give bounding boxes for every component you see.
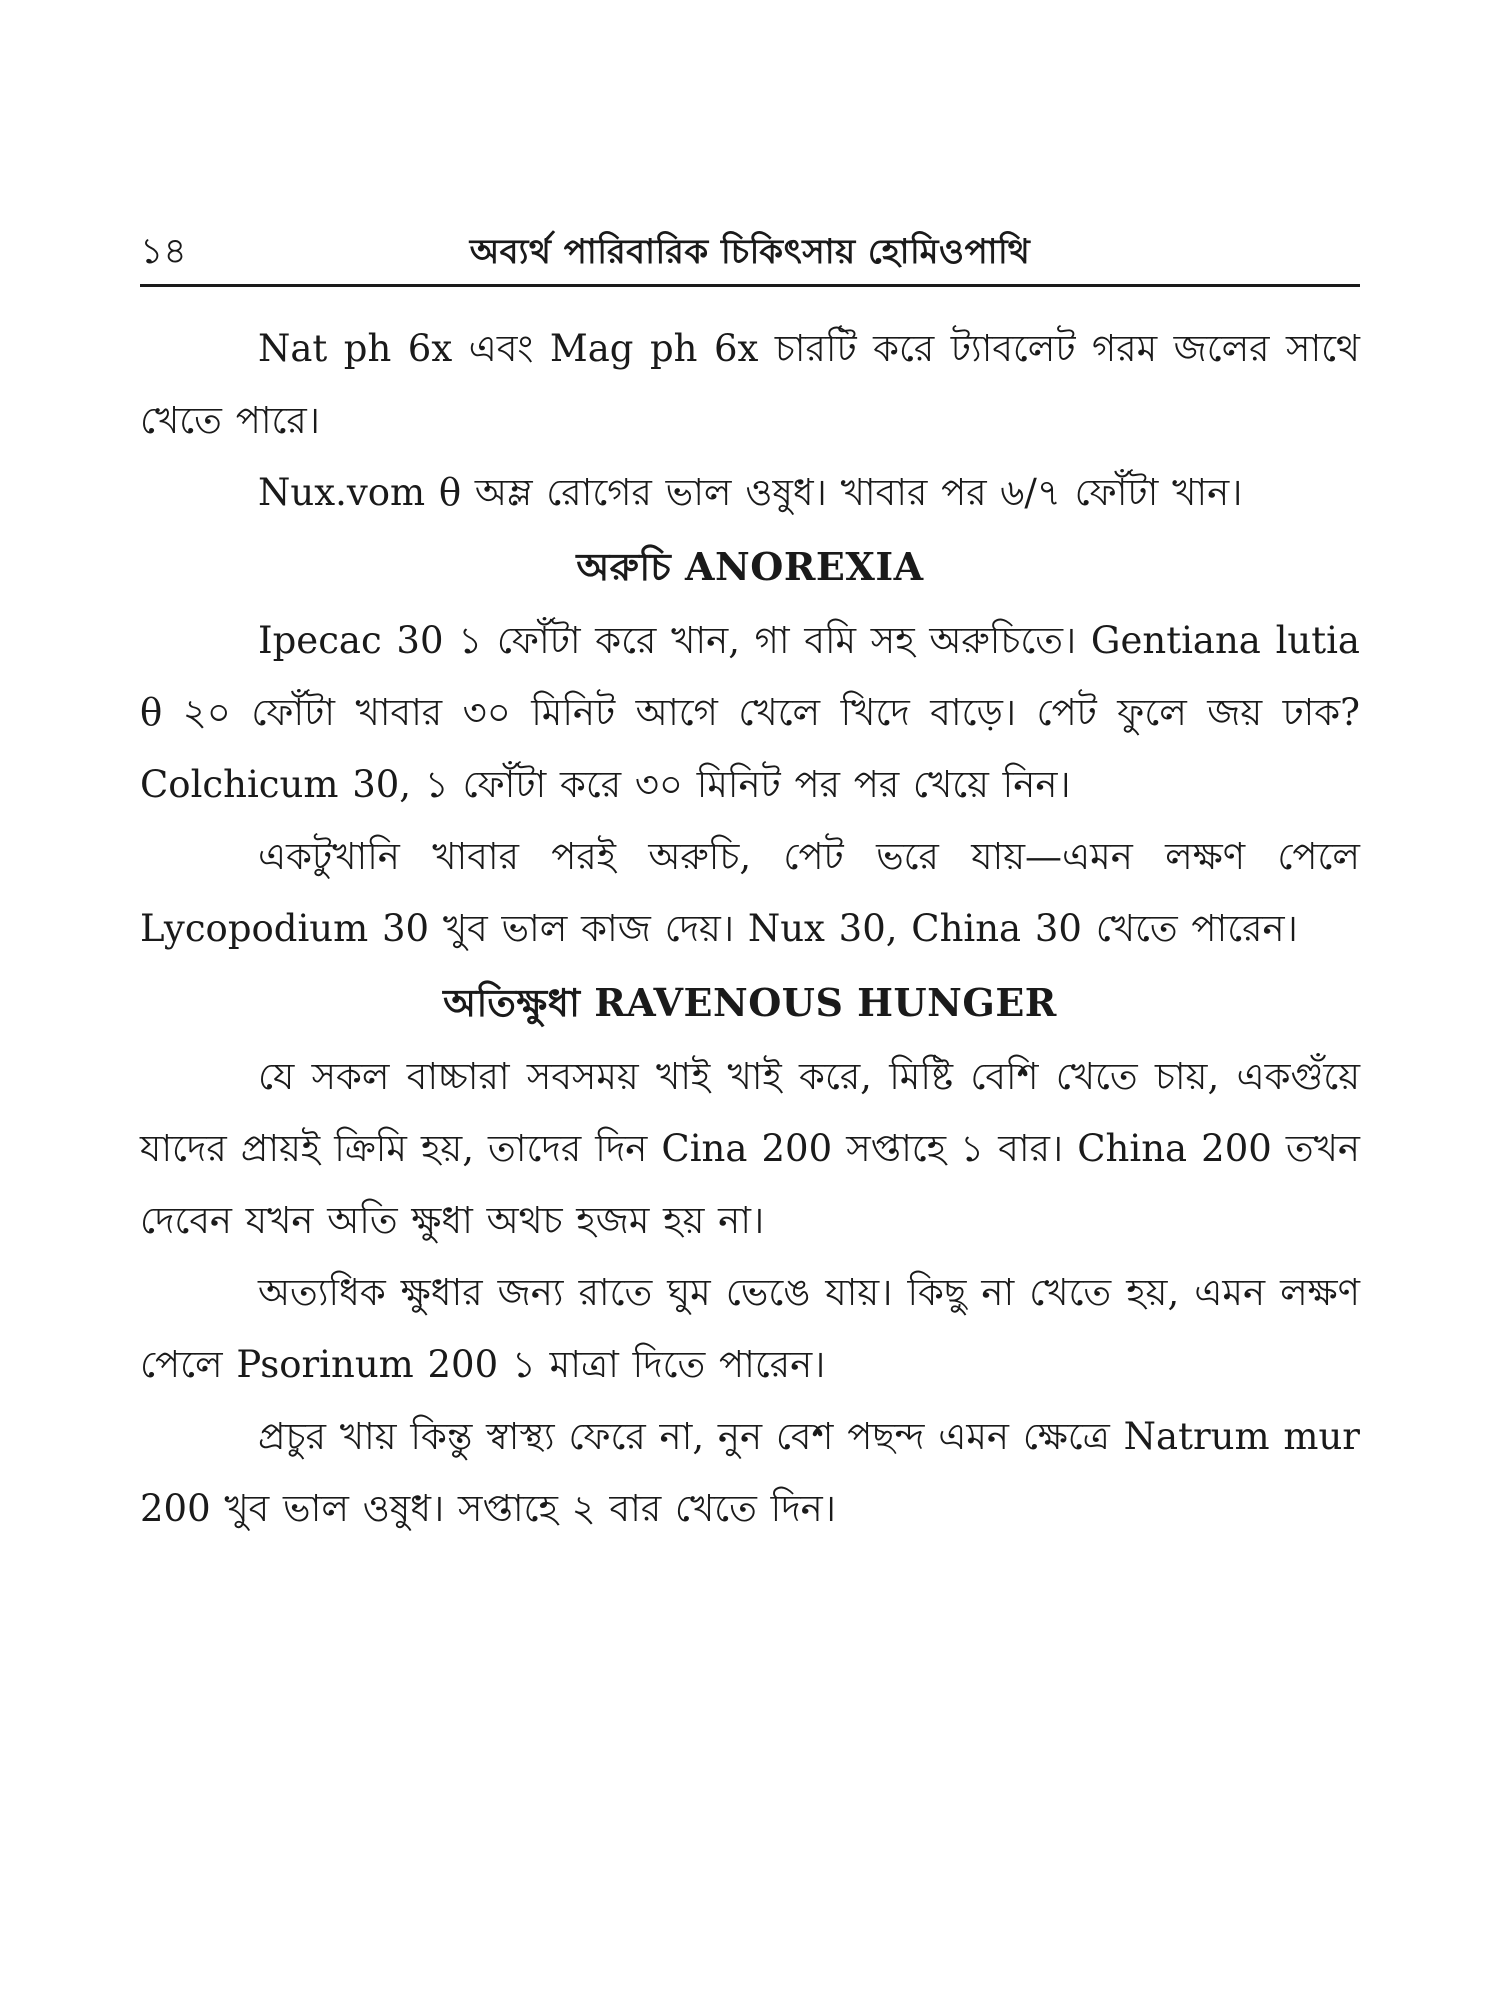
paragraph-lycopodium: একটুখানি খাবার পরই অরুচি, পেট ভরে যায়—এমন লক্ষণ পেলে Lycopodium 30 খুব ভাল কাজ দেয়। Nux 30, China 30 খেতে পারেন।: [140, 835, 1360, 950]
paragraph-psorinum: অত্যধিক ক্ষুধার জন্য রাতে ঘুম ভেঙে যায়। কিছু না খেতে হয়, এমন লক্ষণ পেলে Psorinum 200 ১ মাত্রা দিতে পারেন।: [140, 1271, 1360, 1386]
paragraph-nux-vom: Nux.vom θ অম্ল রোগের ভাল ওষুধ। খাবার পর ৬/৭ ফোঁটা খান।: [258, 471, 1243, 514]
paragraph-natrum-mur: প্রচুর খায় কিন্তু স্বাস্থ্য ফেরে না, নুন বেশ পছন্দ এমন ক্ষেত্রে Natrum mur 200 খুব ভাল ওষুধ। সপ্তাহে ২ বার খেতে দিন।: [140, 1415, 1360, 1530]
page-body: [140, 313, 1360, 1545]
paragraph-ipecac: Ipecac 30 ১ ফোঁটা করে খান, গা বমি সহ অরুচিতে। Gentiana lutia θ ২০ ফোঁটা খাবার ৩০ মিনিট আগে খেলে খিদে বাড়ে। পেট ফুলে জয় ঢাক? Colchicum 30, ১ ফোঁটা করে ৩০ মিনিট পর পর খেয়ে নিন।: [140, 619, 1360, 806]
section-heading-ravenous-hunger: অতিক্ষুধা RAVENOUS HUNGER: [443, 980, 1057, 1025]
paragraph-nat-ph: Nat ph 6x এবং Mag ph 6x চারটি করে ট্যাবলেট গরম জলের সাথে খেতে পারে।: [140, 327, 1360, 442]
running-header: [140, 228, 1360, 287]
book-page: [140, 228, 1360, 1545]
section-heading-anorexia: অরুচি ANOREXIA: [576, 544, 924, 589]
paragraph-cina: যে সকল বাচ্চারা সবসময় খাই খাই করে, মিষ্টি বেশি খেতে চায়, একগুঁয়ে যাদের প্রায়ই ক্রিমি হয়, তাদের দিন Cina 200 সপ্তাহে ১ বার। China 200 তখন দেবেন যখন অতি ক্ষুধা অথচ হজম হয় না।: [140, 1055, 1360, 1242]
page-number: ১৪: [140, 231, 187, 272]
running-title: অব্যর্থ পারিবারিক চিকিৎসায় হোমিওপাথি: [469, 232, 1031, 272]
